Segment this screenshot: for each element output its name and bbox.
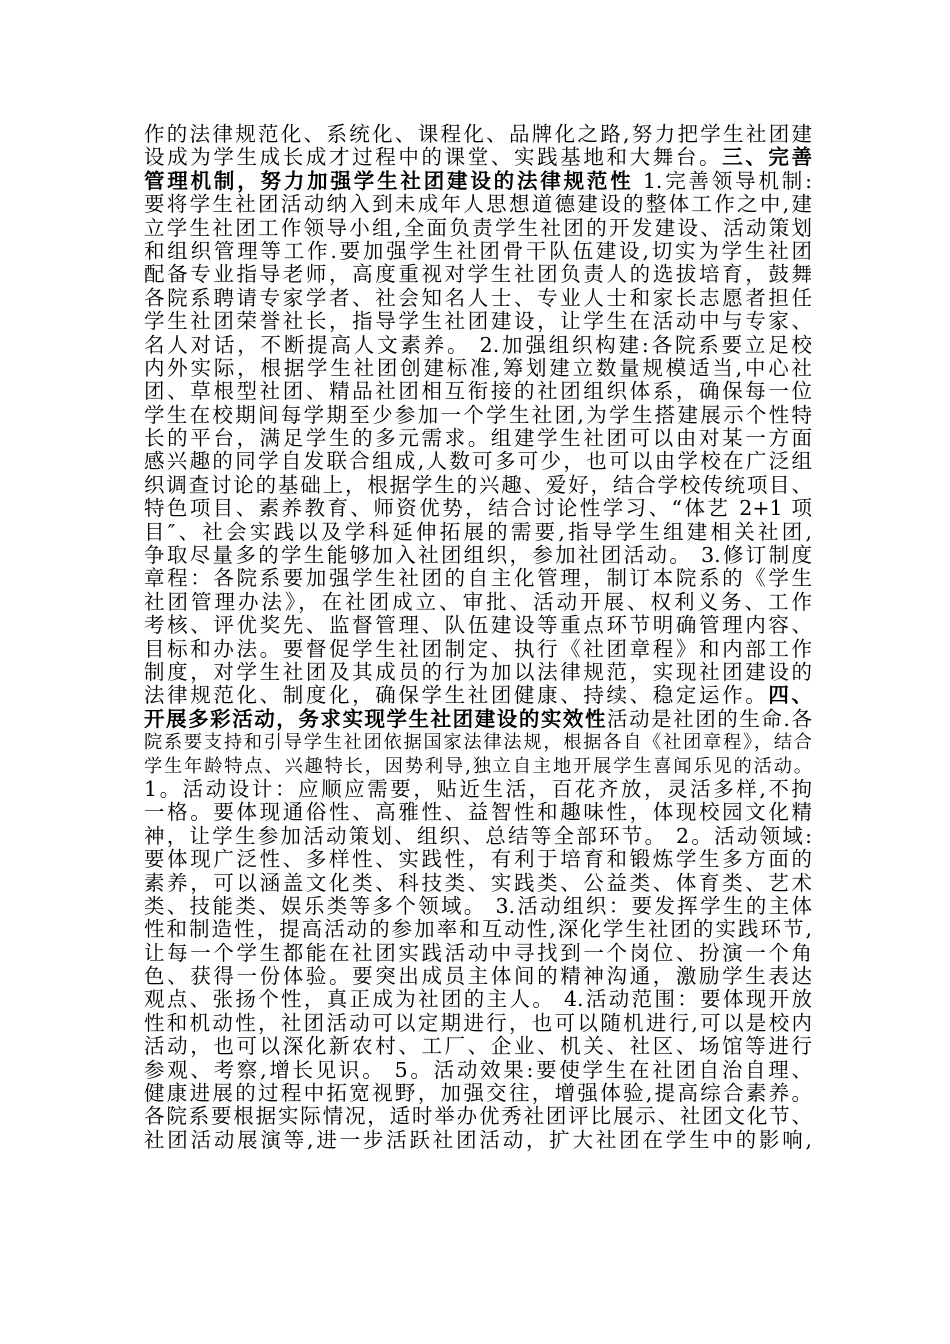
body-text: 目″、社会实践以及学科延伸拓展的需要,指导学生组建相关社团, (144, 519, 812, 544)
heading-text: 开展多彩活动，务求实现学生社团建设的实效性 (144, 706, 608, 731)
body-text: 社团管理办法》，在社团成立、审批、活动开展、权利义务、工作 (144, 589, 812, 614)
body-text: 健康进展的过程中拓宽视野，加强交往，增强体验,提高综合素养。 (144, 1081, 812, 1106)
body-text: 学生在校期间每学期至少参加一个学生社团,为学生搭建展示个性特 (144, 402, 812, 427)
body-text: 织调查讨论的基础上，根据学生的兴趣、爱好，结合学校传统项目、 (144, 472, 812, 497)
text-line (144, 380, 812, 403)
body-text: 和组织管理等工作.要加强学生社团骨干队伍建设,切实为学生社团 (144, 238, 812, 263)
body-text: 各院系聘请专家学者、社会知名人士、专业人士和家长志愿者担任 (144, 285, 812, 310)
body-text: 要将学生社团活动纳入到未成年人思想道德建设的整体工作之中,建 (144, 192, 812, 217)
body-text: 争取尽量多的学生能够加入社团组织，参加社团活动。 3.修订制度 (144, 543, 812, 568)
text-line (144, 661, 812, 684)
body-text: 性和机动性，社团活动可以定期进行，也可以随机进行,可以是校内 (144, 1010, 812, 1035)
body-text: 学生社团荣誉社长，指导学生社团建设，让学生在活动中与专家、 (144, 309, 812, 334)
text-line (144, 450, 812, 473)
text-line (144, 638, 812, 661)
body-text: 观点、张扬个性，真正成为社团的主人。 4.活动范围：要体现开放 (144, 987, 812, 1012)
body-text: 各院系要根据实际情况，适时举办优秀社团评比展示、社团文化节、 (144, 1104, 812, 1129)
text-line (144, 334, 812, 357)
body-text: 活动，也可以深化新农村、工厂、企业、机关、社区、场馆等进行 (144, 1034, 812, 1059)
text-line (144, 170, 812, 193)
text-line (144, 427, 812, 450)
body-text: 活动是社团的生命.各 (607, 706, 812, 731)
text-line (144, 240, 812, 263)
body-text: 参观、考察,增长见识。 5。活动效果:要使学生在社团自治自理、 (144, 1057, 812, 1082)
text-line (144, 1059, 812, 1082)
text-line (144, 942, 812, 965)
heading-text: 管理机制，努力加强学生社团建设的法律规范性 (144, 168, 634, 193)
text-line (144, 965, 812, 988)
body-text: 一格。要体现通俗性、高雅性、益智性和趣味性，体现校园文化精 (144, 800, 812, 825)
body-text: 社团活动展演等,进一步活跃社团活动，扩大社团在学生中的影响, (144, 1127, 812, 1152)
text-line (144, 146, 812, 169)
body-text: 学生年龄特点、兴趣特长，因势利导,独立自主地开展学生喜闻乐见的活动。 (144, 755, 812, 777)
body-text: 团、草根型社团、精品社团相互衔接的社团组织体系，确保每一位 (144, 379, 812, 404)
heading-text: 四、 (768, 683, 812, 708)
text-line (144, 123, 812, 146)
body-text: 特色项目、素养教育、师资优势，结合讨论性学习、“体艺 2+1 项 (144, 496, 812, 521)
body-text: 内外实际，根据学生社团创建标准,筹划建立数量规模适当,中心社 (144, 355, 812, 380)
text-line (144, 544, 812, 567)
text-line (144, 567, 812, 590)
text-line (144, 1012, 812, 1035)
body-text: 要体现广泛性、多样性、实践性，有利于培育和锻炼学生多方面的 (144, 847, 812, 872)
text-line (144, 988, 812, 1011)
text-line (144, 217, 812, 240)
text-line (144, 895, 812, 918)
text-line (144, 357, 812, 380)
heading-text: 三、完善 (722, 145, 812, 170)
text-line (144, 918, 812, 941)
text-line (144, 1035, 812, 1058)
body-text: 设成为学生成长成才过程中的课堂、实践基地和大舞台。 (144, 145, 723, 170)
text-line (144, 474, 812, 497)
body-text: 作的法律规范化、系统化、课程化、品牌化之路,努力把学生社团建 (144, 122, 812, 146)
text-line (144, 731, 812, 754)
text-line (144, 404, 812, 427)
body-text: 制度，对学生社团及其成员的行为加以法律规范，实现社团建设的 (144, 659, 812, 684)
text-line (144, 684, 812, 707)
body-text: 素养，可以涵盖文化类、科技类、实践类、公益类、体育类、艺术 (144, 870, 812, 895)
text-line (144, 801, 812, 824)
body-text: 1。活动设计：应顺应需要，贴近生活，百花齐放，灵活多样,不拘 (144, 776, 812, 801)
body-text: 名人对话，不断提高人文素养。 2.加强组织构建:各院系要立足校 (144, 332, 812, 357)
text-line (144, 872, 812, 895)
text-line (144, 778, 812, 801)
body-text: 性和制造性，提高活动的参加率和互动性,深化学生社团的实践环节, (144, 917, 812, 942)
text-line (144, 708, 812, 731)
body-text: 神，让学生参加活动策划、组织、总结等全部环节。 2。活动领域: (144, 823, 812, 848)
body-text: 院系要支持和引导学生社团依据国家法律法规，根据各自《社团章程》，结合 (144, 732, 812, 754)
body-text: 类、技能类、娱乐类等多个领域。 3.活动组织：要发挥学生的主体 (144, 893, 812, 918)
text-line (144, 825, 812, 848)
text-line (144, 1129, 812, 1152)
text-line (144, 287, 812, 310)
text-line (144, 848, 812, 871)
text-line (144, 497, 812, 520)
text-line (144, 193, 812, 216)
body-text: 配备专业指导老师，高度重视对学生社团负责人的选拔培育，鼓舞 (144, 262, 812, 287)
body-text: 章程：各院系要加强学生社团的自主化管理，制订本院系的《学生 (144, 566, 812, 591)
body-text: 目标和办法。要督促学生社团制定、执行《社团章程》和内部工作 (144, 636, 812, 661)
text-line (144, 1105, 812, 1128)
body-text: 立学生社团工作领导小组,全面负责学生社团的开发建设、活动策划 (144, 215, 812, 240)
body-text: 感兴趣的同学自发联合组成,人数可多可少，也可以由学校在广泛组 (144, 449, 812, 474)
body-text: 长的平台，满足学生的多元需求。组建学生社团可以由对某一方面 (144, 426, 812, 451)
text-line (144, 614, 812, 637)
body-text: 1.完善领导机制: (633, 168, 813, 193)
text-line (144, 591, 812, 614)
body-text: 法律规范化、制度化，确保学生社团健康、持续、稳定运作。 (144, 683, 769, 708)
text-line (144, 310, 812, 333)
text-line (144, 521, 812, 544)
text-line (144, 263, 812, 286)
text-line (144, 755, 812, 778)
document-body (144, 123, 812, 1152)
body-text: 考核、评优奖先、监督管理、队伍建设等重点环节明确管理内容、 (144, 613, 812, 638)
body-text: 色、获得一份体验。要突出成员主体间的精神沟通，激励学生表达 (144, 964, 812, 989)
body-text: 让每一个学生都能在社团实践活动中寻找到一个岗位、扮演一个角 (144, 940, 812, 965)
text-line (144, 1082, 812, 1105)
